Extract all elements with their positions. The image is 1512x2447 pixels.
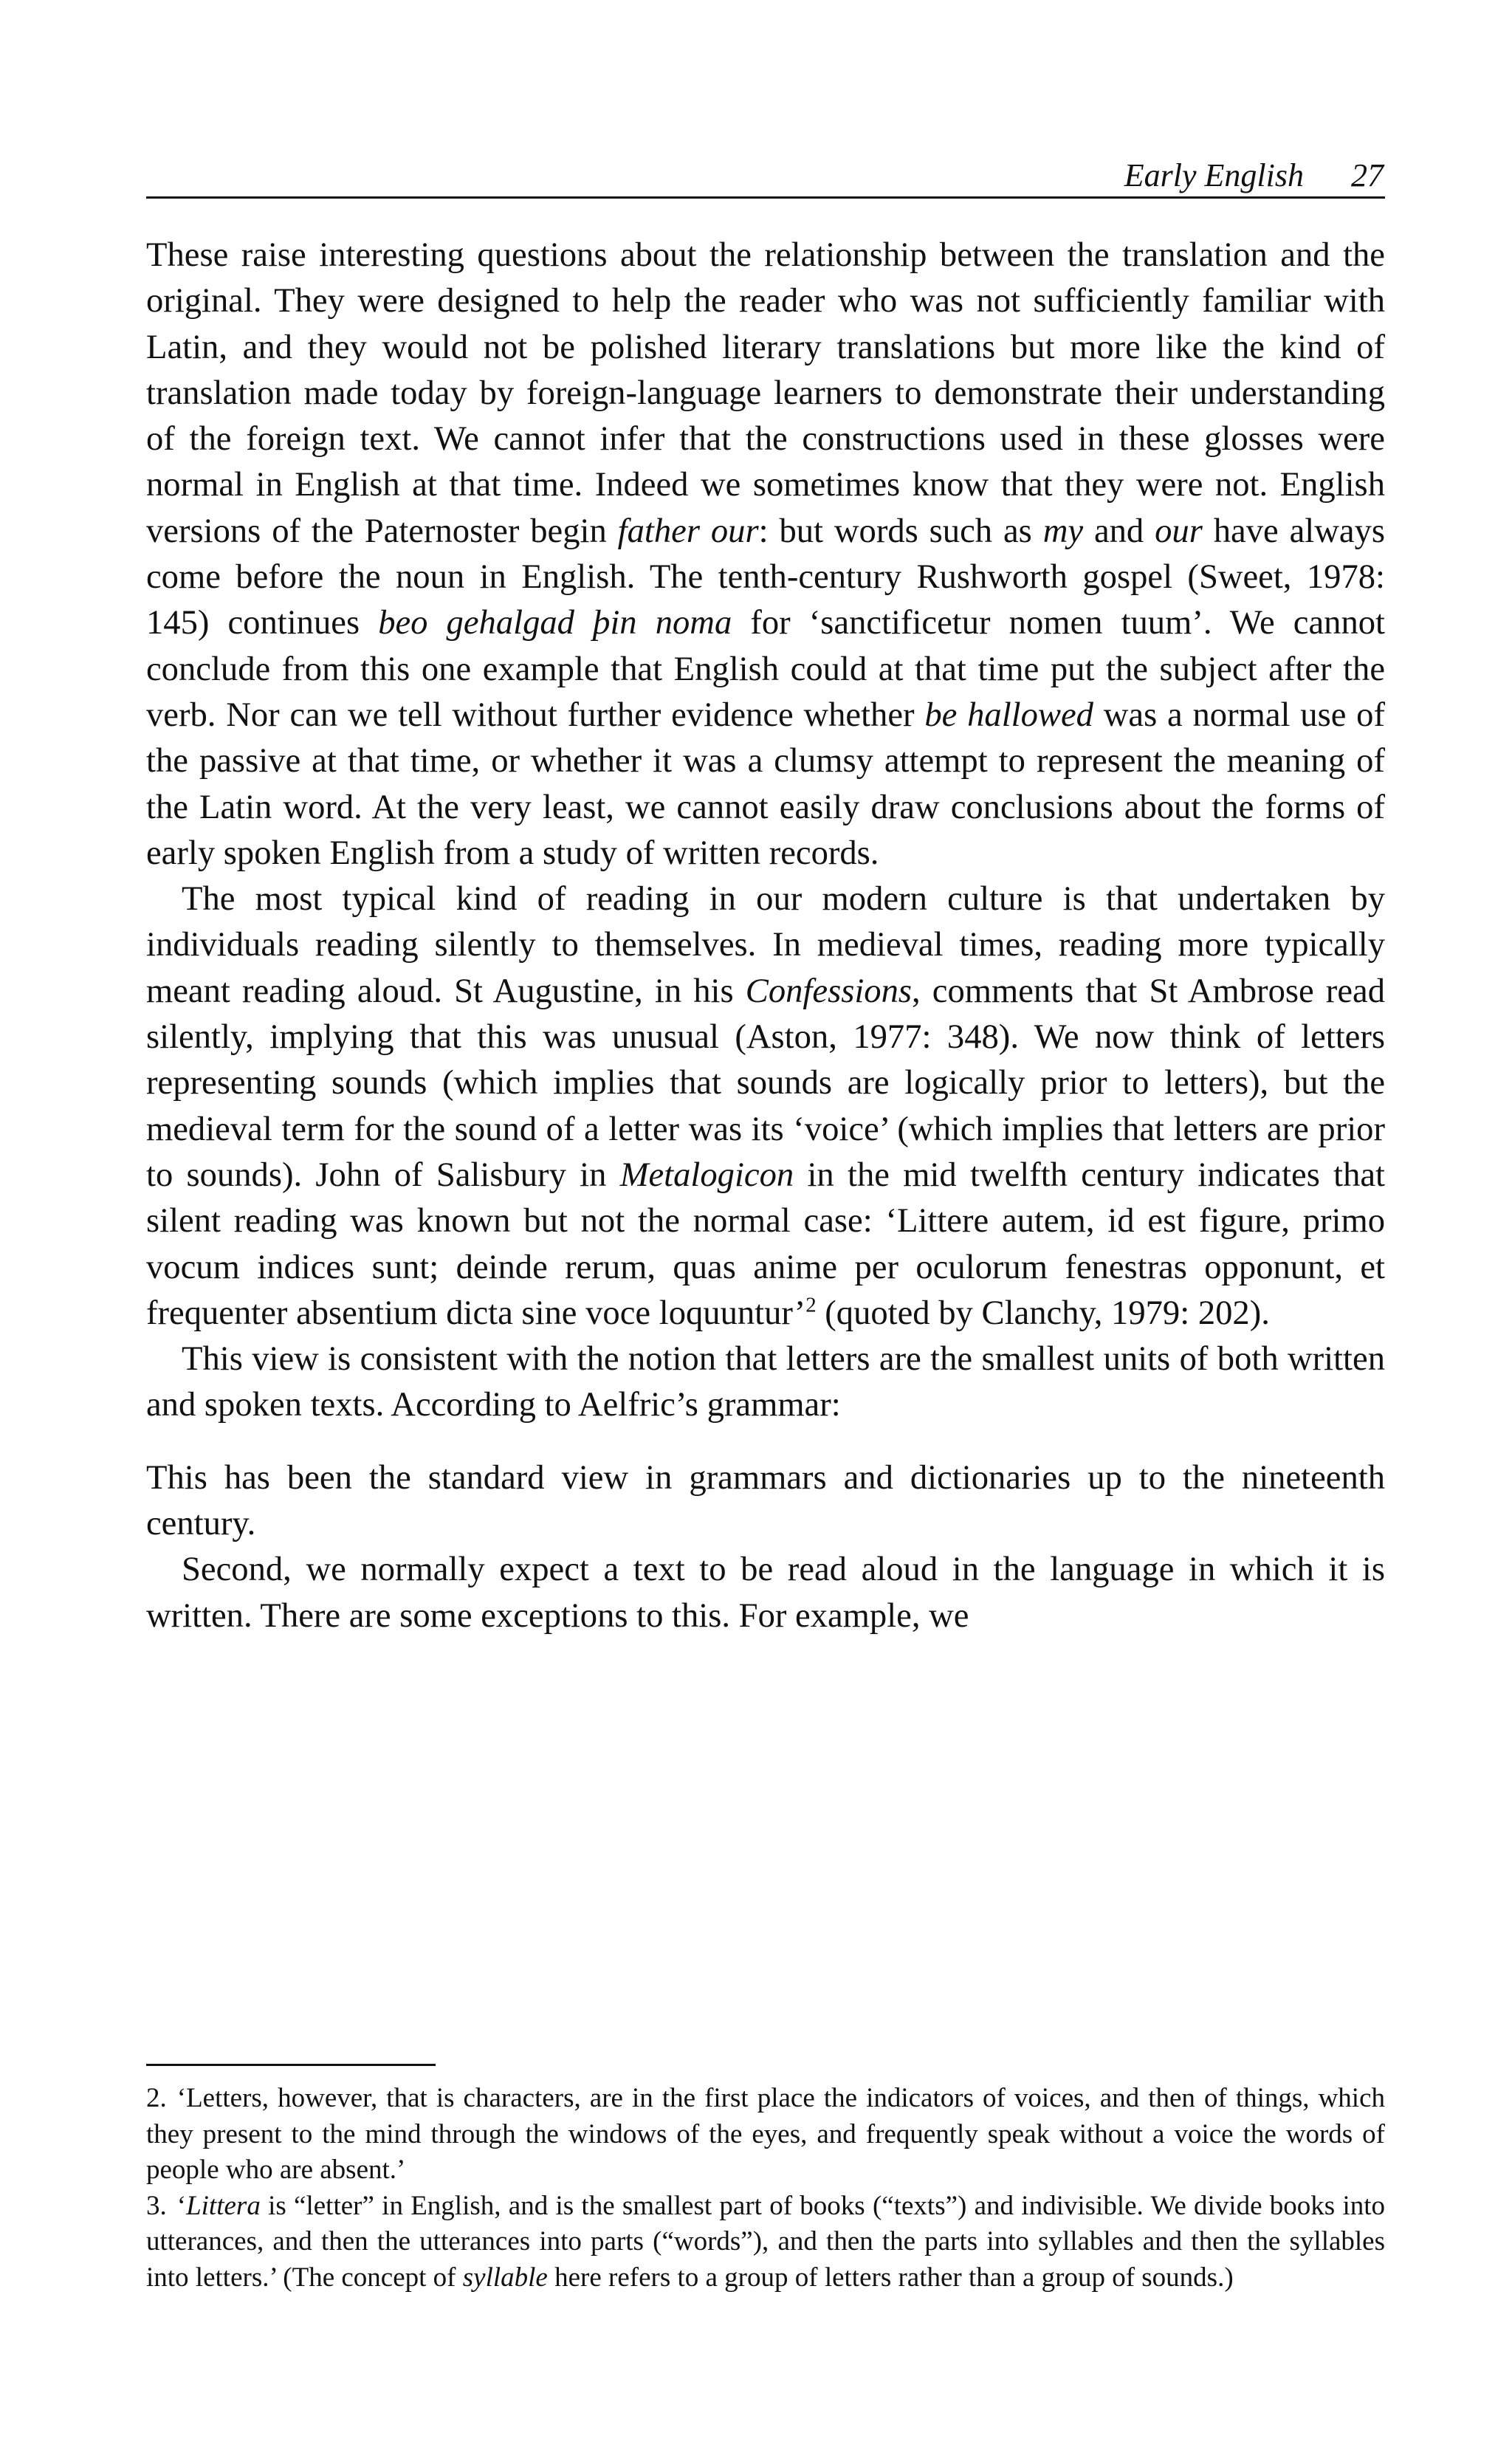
text-run: for ‘sanctificetur nomen tuum’. We cannot conclude from this one example that English could at that time put the subject after the verb. Nor can we tell without further evidence whether (146, 603, 1385, 734)
paragraph-1 (146, 232, 1385, 876)
text-run: was a normal use of the passive at that time, or whether it was a clumsy attempt to represent the meaning of the Latin word. At the very least, we cannot easily draw conclusions about the forms of early spoken English from a study of written records. (146, 695, 1385, 872)
text-run: These raise interesting questions about the relationship between the translation and the original. They were designed to help the reader who was not sufficiently familiar with Latin, and they would not be polished literary translations but more like the kind of translation made today by foreign-language learners to demonstrate their understanding of the foreign text. We cannot infer that the constructions used in these glosses were normal in English at that time. Indeed we sometimes know that they were not. English versions of the Paternoster begin (146, 236, 1385, 550)
italic-run: beo gehalgad þin noma (378, 603, 732, 642)
italic-run: father our (617, 511, 759, 550)
text-run: here refers to a group of letters rather than a group of sounds.) (547, 2262, 1234, 2293)
paragraph-5 (146, 1546, 1385, 1638)
italic-run: be hallowed (924, 695, 1093, 734)
paragraph-2 (146, 876, 1385, 1336)
text-run: : but words such as (758, 511, 1043, 550)
text-run: Second, we normally expect a text to be read aloud in the language in which it is written. There are some exceptions to this. For example, we (146, 1550, 1385, 1635)
text-run: This has been the standard view in grammars and dictionaries up to the nineteenth century. (146, 1458, 1385, 1543)
paragraph-3 (146, 1336, 1385, 1428)
text-run: ‘Letters, however, that is characters, are in the first place the indicators of voices, and then of things, which they present to the mind through the windows of the eyes, and frequently speak without a voice the words of people who are absent.’ (146, 2083, 1385, 2185)
text-run: This view is consistent with the notion that letters are the smallest units of both written and spoken texts. According to Aelfric’s grammar: (146, 1339, 1385, 1424)
italic-run: Metalogicon (619, 1155, 794, 1194)
paragraph-4 (146, 1455, 1385, 1547)
text-run: , comments that St Ambrose read silently, implying that this was unusual (Aston, 1977: 348). We now think of letters representing sounds (which implies that sounds are logically prior to letters), but the medieval term for the sound of a letter was its ‘voice’ (which implies that letters are prior to sounds). John of Salisbury in (146, 971, 1385, 1194)
running-title: Early English (1124, 157, 1304, 193)
footnote-number: 3. (146, 2190, 167, 2221)
italic-run: syllable (462, 2262, 548, 2293)
text-run: is “letter” in English, and is the smallest part of books (“texts”) and indivisible. We divide books into utterances, and then the utterances into parts (“words”), and then the parts into syllables and then the syllables into letters.’ (The concept of (146, 2190, 1385, 2293)
footnote-number: 2. (146, 2083, 167, 2113)
text-run: ‘ (176, 2190, 187, 2221)
text-run: (quoted by Clanchy, 1979: 202). (816, 1293, 1270, 1332)
italic-run: Confessions (745, 971, 912, 1010)
italic-run: my (1042, 511, 1084, 550)
text-run: The most typical kind of reading in our modern culture is that undertaken by individuals reading silently to themselves. In medieval times, reading more typically meant reading aloud. St Augustine, in his (146, 879, 1385, 1010)
text-run: and (1083, 511, 1155, 550)
running-head (146, 154, 1385, 199)
footnote-divider (146, 2064, 436, 2066)
text-run: have always come before the noun in English. The tenth-century Rushworth gospel (Sweet, 1978: 145) continues (146, 511, 1385, 642)
text-run: in the mid twelfth century indicates that silent reading was known but not the normal case: ‘Littere autem, id est figure, primo vocum indices sunt; deinde rerum, quas anime per oculorum fenestras opponunt, et frequenter absentium dicta sine voce loquuntur’ (146, 1155, 1385, 1332)
page-number: 27 (1351, 157, 1384, 193)
footnote-3 (146, 2189, 1385, 2296)
footnote-2 (146, 2081, 1385, 2189)
italic-run: our (1155, 511, 1203, 550)
book-page (146, 0, 1385, 2447)
body-text (146, 232, 1385, 1638)
footnotes (146, 2081, 1385, 2296)
footnote-marker: 2 (805, 1293, 817, 1317)
italic-run: Littera (186, 2190, 261, 2221)
